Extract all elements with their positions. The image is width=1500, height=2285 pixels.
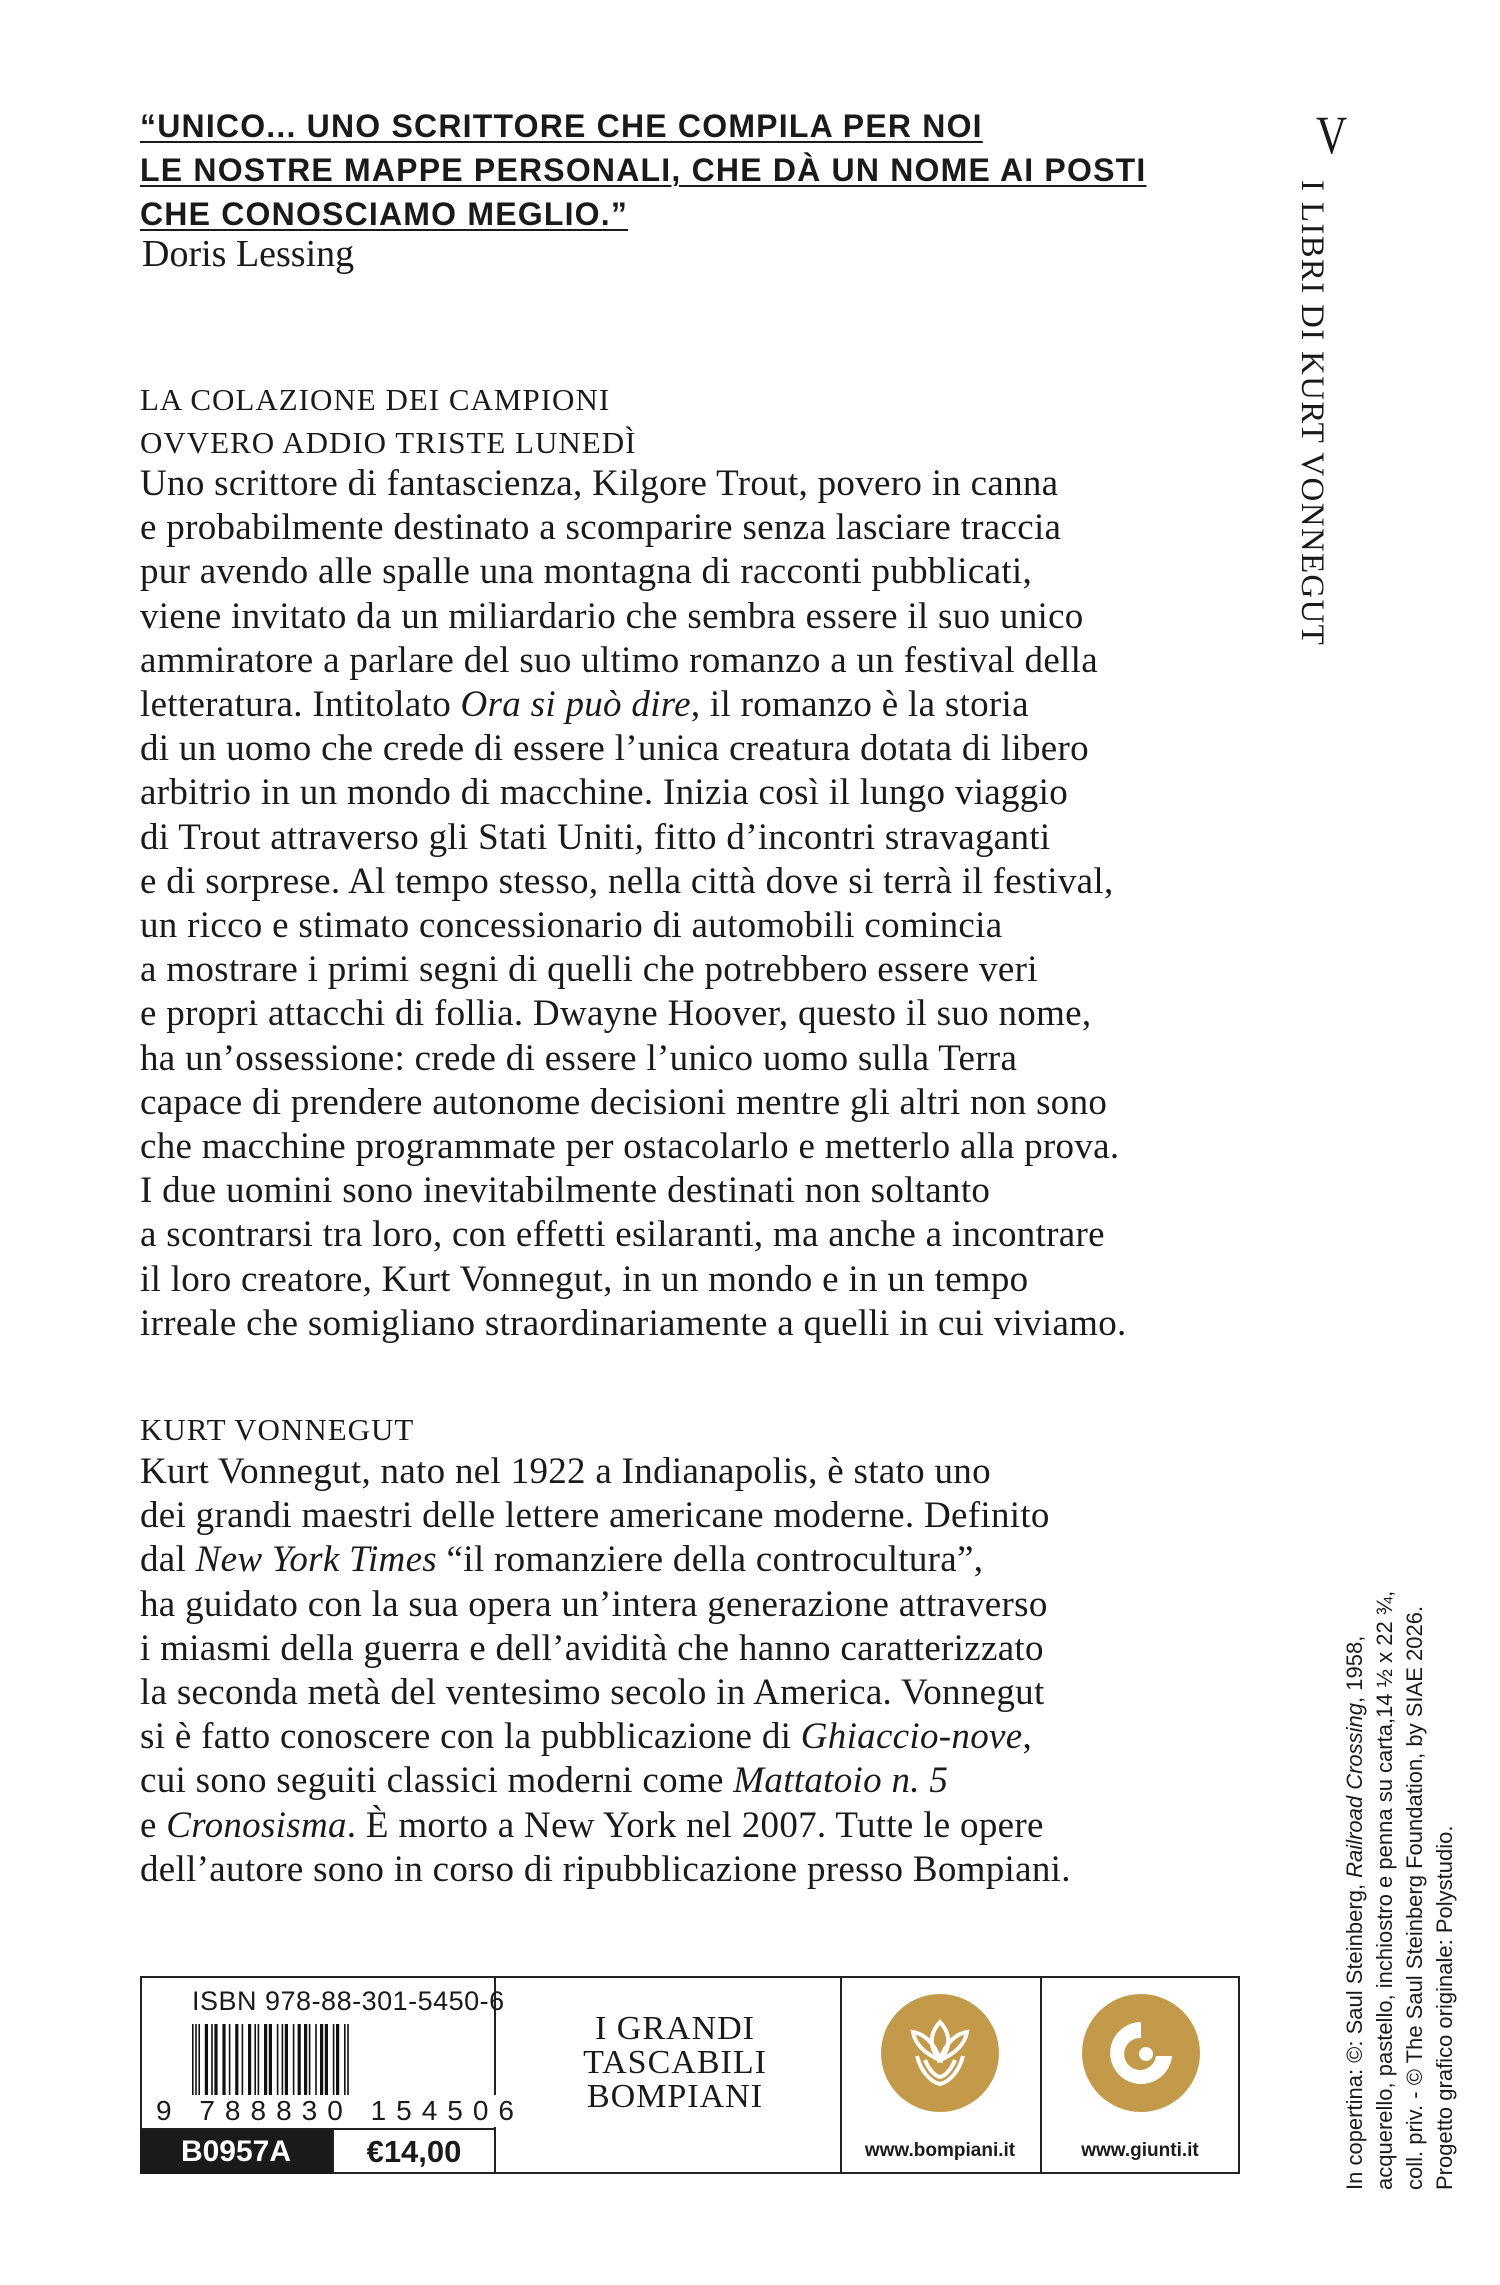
synopsis-line: Uno scrittore di fantascienza, Kilgore Trout, povero in canna (140, 463, 1059, 504)
synopsis-line: a scontrarsi tra loro, con effetti esilaranti, ma anche a incontrare (140, 1214, 1105, 1256)
bompiani-website[interactable]: www.bompiani.it (864, 2140, 1016, 2161)
book-title-cronosisma: Cronosisma (166, 1804, 347, 1846)
author-heading: KURT VONNEGUT (140, 1412, 415, 1447)
bio-line: i miasmi della guerra e dell’avidità che hanno caratterizzato (140, 1627, 1044, 1669)
series-logo-line: BOMPIANI (586, 2078, 764, 2115)
credits-line: Progetto grafico originale: Polystudio. (1432, 1825, 1457, 2190)
product-code: B0957A (140, 2130, 332, 2174)
barcode-digits: 9 788830 154506 (156, 2095, 524, 2126)
divider (1040, 1976, 1042, 2174)
book-title-line: LA COLAZIONE DEI CAMPIONI (140, 382, 611, 417)
synopsis-line: e propri attacchi di follia. Dwayne Hoover, questo il suo nome, (140, 993, 1092, 1035)
giunti-logo-icon (1082, 1994, 1200, 2112)
bio-line: ha guidato con la sua opera un’intera generazione attraverso (140, 1583, 1048, 1625)
book-title (140, 378, 636, 464)
synopsis-line: capace di prendere autonome decisioni mentre gli altri non sono (140, 1081, 1108, 1123)
synopsis-line: viene invitato da un miliardario che sembra essere il suo unico (140, 595, 1084, 637)
synopsis-line: ha un’ossessione: crede di essere l’unico uomo sulla Terra (140, 1037, 1018, 1079)
credits-line: In copertina: ©: Saul Steinberg, Railroad Crossing, 1958, (1342, 1635, 1367, 2190)
giunti-website[interactable]: www.giunti.it (1081, 2140, 1199, 2161)
credits-line: coll. priv. - © The Saul Steinberg Foundation, by SIAE 2026. (1402, 1605, 1427, 2190)
review-quote (140, 104, 1147, 236)
synopsis-line: pur avendo alle spalle una montagna di racconti pubblicati, (140, 551, 1033, 593)
newspaper-title: New York Times (195, 1539, 437, 1581)
synopsis-line: di un uomo che crede di essere l’unica creatura dotata di libero (140, 728, 1089, 770)
cover-credits (1340, 1390, 1460, 2190)
quote-line: CHE CONOSCIAMO MEGLIO.” (140, 196, 629, 232)
isbn-label: ISBN 978-88-301-5450-6 (192, 1986, 505, 2016)
synopsis (140, 462, 1260, 1346)
bio-line: si è fatto conoscere con la pubblicazione di Ghiaccio-nove, (140, 1716, 1033, 1758)
bio-line: dei grandi maestri delle lettere americane moderne. Definito (140, 1495, 1050, 1537)
credits-line: acquerello, pastello, inchiostro e penna su carta,14 ½ x 22 ¾, (1372, 1590, 1397, 2190)
synopsis-line: ammiratore a parlare del suo ultimo romanzo a un festival della (140, 639, 1098, 681)
bompiani-logo-icon (881, 1994, 999, 2112)
synopsis-line: di Trout attraverso gli Stati Uniti, fitto d’incontri stravaganti (140, 816, 1051, 858)
divider (840, 1976, 842, 2174)
synopsis-line: arbitrio in un mondo di macchine. Inizia così il lungo viaggio (140, 772, 1068, 814)
bio-line: la seconda metà del ventesimo secolo in America. Vonnegut (140, 1672, 1045, 1714)
synopsis-line: a mostrare i primi segni di quelli che potrebbero essere veri (140, 949, 1038, 991)
quote-line: “UNICO... UNO SCRITTORE CHE COMPILA PER NOI (140, 108, 983, 144)
bio-line: dal New York Times “il romanziere della controcultura”, (140, 1539, 984, 1581)
bio-line: e Cronosisma. È morto a New York nel 2007. Tutte le opere (140, 1804, 1044, 1846)
book-title-ghiaccio: Ghiaccio-nove (800, 1716, 1023, 1758)
series-logo-line: I GRANDI (594, 2010, 756, 2047)
novel-title: Ora si può dire (460, 684, 691, 726)
quote-line: LE NOSTRE MAPPE PERSONALI, CHE DÀ UN NOME AI POSTI (140, 152, 1147, 188)
bio-line: dell’autore sono in corso di ripubblicazione presso Bompiani. (140, 1848, 1071, 1890)
synopsis-line: un ricco e stimato concessionario di automobili comincia (140, 905, 1003, 947)
synopsis-line: irreale che somigliano straordinariamente a quelli in cui viviamo. (140, 1302, 1127, 1344)
series-logo (560, 2012, 790, 2114)
synopsis-line: e di sorprese. Al tempo stesso, nella città dove si terrà il festival, (140, 860, 1114, 902)
series-mark-logo: V (1316, 105, 1348, 165)
quote-author: Doris Lessing (142, 233, 355, 275)
bio-line: Kurt Vonnegut, nato nel 1922 a Indianapolis, è stato uno (140, 1451, 991, 1492)
series-vertical-title: I LIBRI DI KURT VONNEGUT (1294, 180, 1330, 647)
synopsis-line: letteratura. Intitolato Ora si può dire, il romanzo è la storia (140, 684, 1029, 726)
artwork-title: Railroad Crossing (1342, 1702, 1367, 1878)
book-subtitle-line: OVVERO ADDIO TRISTE LUNEDÌ (140, 425, 637, 460)
bio-line: cui sono seguiti classici moderni come Mattatoio n. 5 (140, 1760, 949, 1802)
synopsis-line: il loro creatore, Kurt Vonnegut, in un mondo e in un tempo (140, 1258, 1029, 1300)
series-logo-line: TASCABILI (583, 2044, 767, 2081)
synopsis-line: che macchine programmate per ostacolarlo e metterlo alla prova. (140, 1126, 1120, 1168)
book-title-mattatoio: Mattatoio n. 5 (733, 1760, 949, 1802)
synopsis-line: I due uomini sono inevitabilmente destinati non soltanto (140, 1170, 991, 1212)
author-bio (140, 1450, 1260, 1892)
price: €14,00 (332, 2130, 494, 2174)
synopsis-line: e probabilmente destinato a scomparire senza lasciare traccia (140, 507, 1062, 549)
